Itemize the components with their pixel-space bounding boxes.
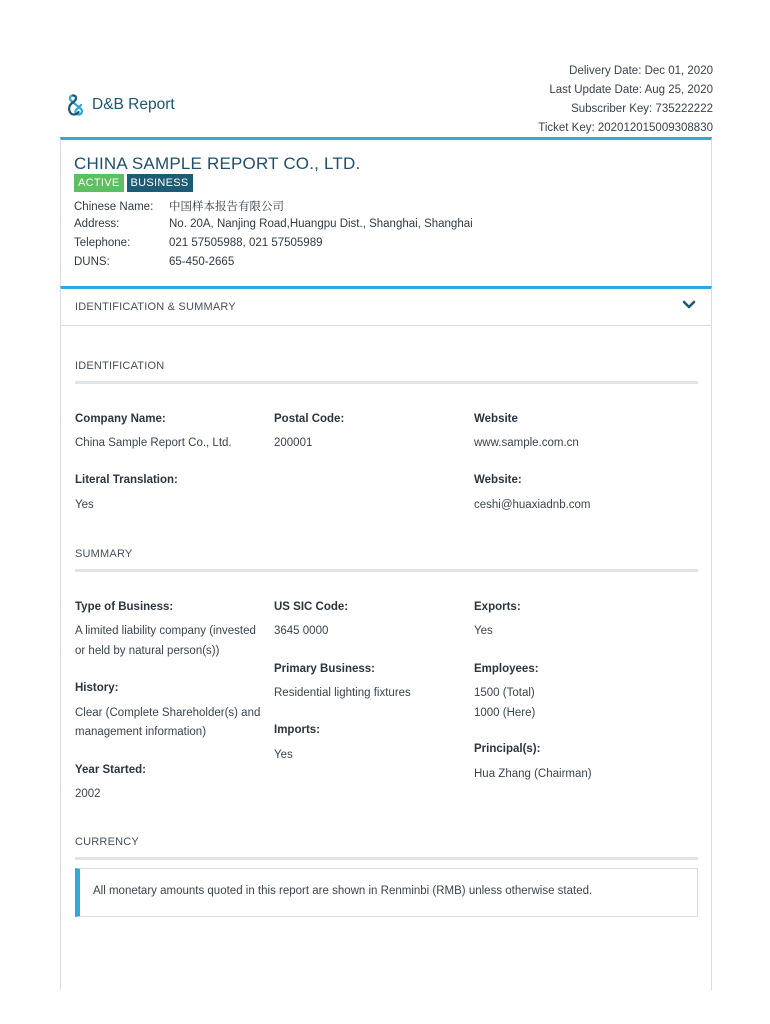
company-title: CHINA SAMPLE REPORT CO., LTD. (74, 154, 361, 173)
principals-label: Principal(s): (474, 743, 541, 755)
summary-heading: SUMMARY (75, 548, 133, 560)
dnb-logo-icon (66, 93, 86, 117)
history-label: History: (75, 682, 119, 694)
imports-label: Imports: (274, 724, 320, 736)
type-of-business-value-line1: A limited liability company (invested (75, 625, 256, 637)
delivery-date: Delivery Date: Dec 01, 2020 (569, 65, 713, 77)
currency-divider (75, 857, 698, 860)
telephone-value: 021 57505988, 021 57505989 (169, 237, 323, 249)
status-badges (74, 174, 193, 192)
literal-translation-value: Yes (75, 499, 94, 511)
subscriber-key: Subscriber Key: 735222222 (571, 103, 713, 115)
imports-value: Yes (274, 749, 293, 761)
ticket-key: Ticket Key: 202012015009308830 (538, 122, 713, 134)
history-value-line1: Clear (Complete Shareholder(s) and (75, 707, 261, 719)
literal-translation-label: Literal Translation: (75, 474, 178, 486)
employees-label: Employees: (474, 663, 539, 675)
brand-name: D&B Report (92, 96, 175, 113)
us-sic-code-value: 3645 0000 (274, 625, 329, 637)
chevron-down-icon[interactable] (682, 299, 696, 311)
address-value: No. 20A, Nanjing Road,Huangpu Dist., Shanghai, Shanghai (169, 218, 473, 230)
duns-row (74, 256, 234, 268)
business-badge: BUSINESS (127, 174, 193, 192)
website-email-value[interactable]: ceshi@huaxiadnb.com (474, 499, 591, 511)
employees-total-value: 1500 (Total) (474, 687, 535, 699)
duns-value: 65-450-2665 (169, 256, 235, 268)
postal-code-label: Postal Code: (274, 413, 345, 425)
telephone-label: Telephone: (74, 237, 131, 249)
identification-summary-header[interactable] (60, 286, 712, 326)
company-name-value: China Sample Report Co., Ltd. (75, 437, 232, 449)
history-value-line2: management information) (75, 726, 207, 738)
last-update-date: Last Update Date: Aug 25, 2020 (549, 84, 713, 96)
exports-value: Yes (474, 625, 493, 637)
exports-label: Exports: (474, 601, 521, 613)
website-label: Website (474, 413, 518, 425)
chinese-name-row (74, 198, 284, 214)
duns-label: DUNS: (74, 256, 110, 268)
primary-business-label: Primary Business: (274, 663, 375, 675)
principals-value: Hua Zhang (Chairman) (474, 768, 592, 780)
active-badge: ACTIVE (74, 174, 124, 192)
year-started-value: 2002 (75, 788, 101, 800)
type-of-business-label: Type of Business: (75, 601, 174, 613)
currency-note-text: All monetary amounts quoted in this report are shown in Renminbi (RMB) unless otherwise stated. (93, 885, 593, 897)
report-meta (538, 62, 713, 138)
company-card (60, 137, 712, 287)
chinese-name-value: 中国样本报告有限公司 (169, 201, 284, 213)
address-row (74, 218, 473, 230)
summary-divider (75, 569, 698, 572)
type-of-business-value-line2: or held by natural person(s)) (75, 645, 220, 657)
section-title: IDENTIFICATION & SUMMARY (75, 301, 236, 313)
primary-business-value: Residential lighting fixtures (274, 687, 411, 699)
postal-code-value: 200001 (274, 437, 313, 449)
identification-heading: IDENTIFICATION (75, 360, 165, 372)
identification-divider (75, 381, 698, 384)
company-name-label: Company Name: (75, 413, 166, 425)
chinese-name-label: Chinese Name: (74, 201, 154, 213)
website-email-label: Website: (474, 474, 522, 486)
website-value[interactable]: www.sample.com.cn (474, 437, 579, 449)
currency-note (75, 868, 698, 917)
identification-summary-body (60, 325, 712, 990)
year-started-label: Year Started: (75, 764, 146, 776)
currency-heading: CURRENCY (75, 836, 139, 848)
us-sic-code-label: US SIC Code: (274, 601, 349, 613)
employees-here-value: 1000 (Here) (474, 707, 536, 719)
telephone-row (74, 237, 323, 249)
brand-logo (66, 93, 175, 117)
address-label: Address: (74, 218, 120, 230)
